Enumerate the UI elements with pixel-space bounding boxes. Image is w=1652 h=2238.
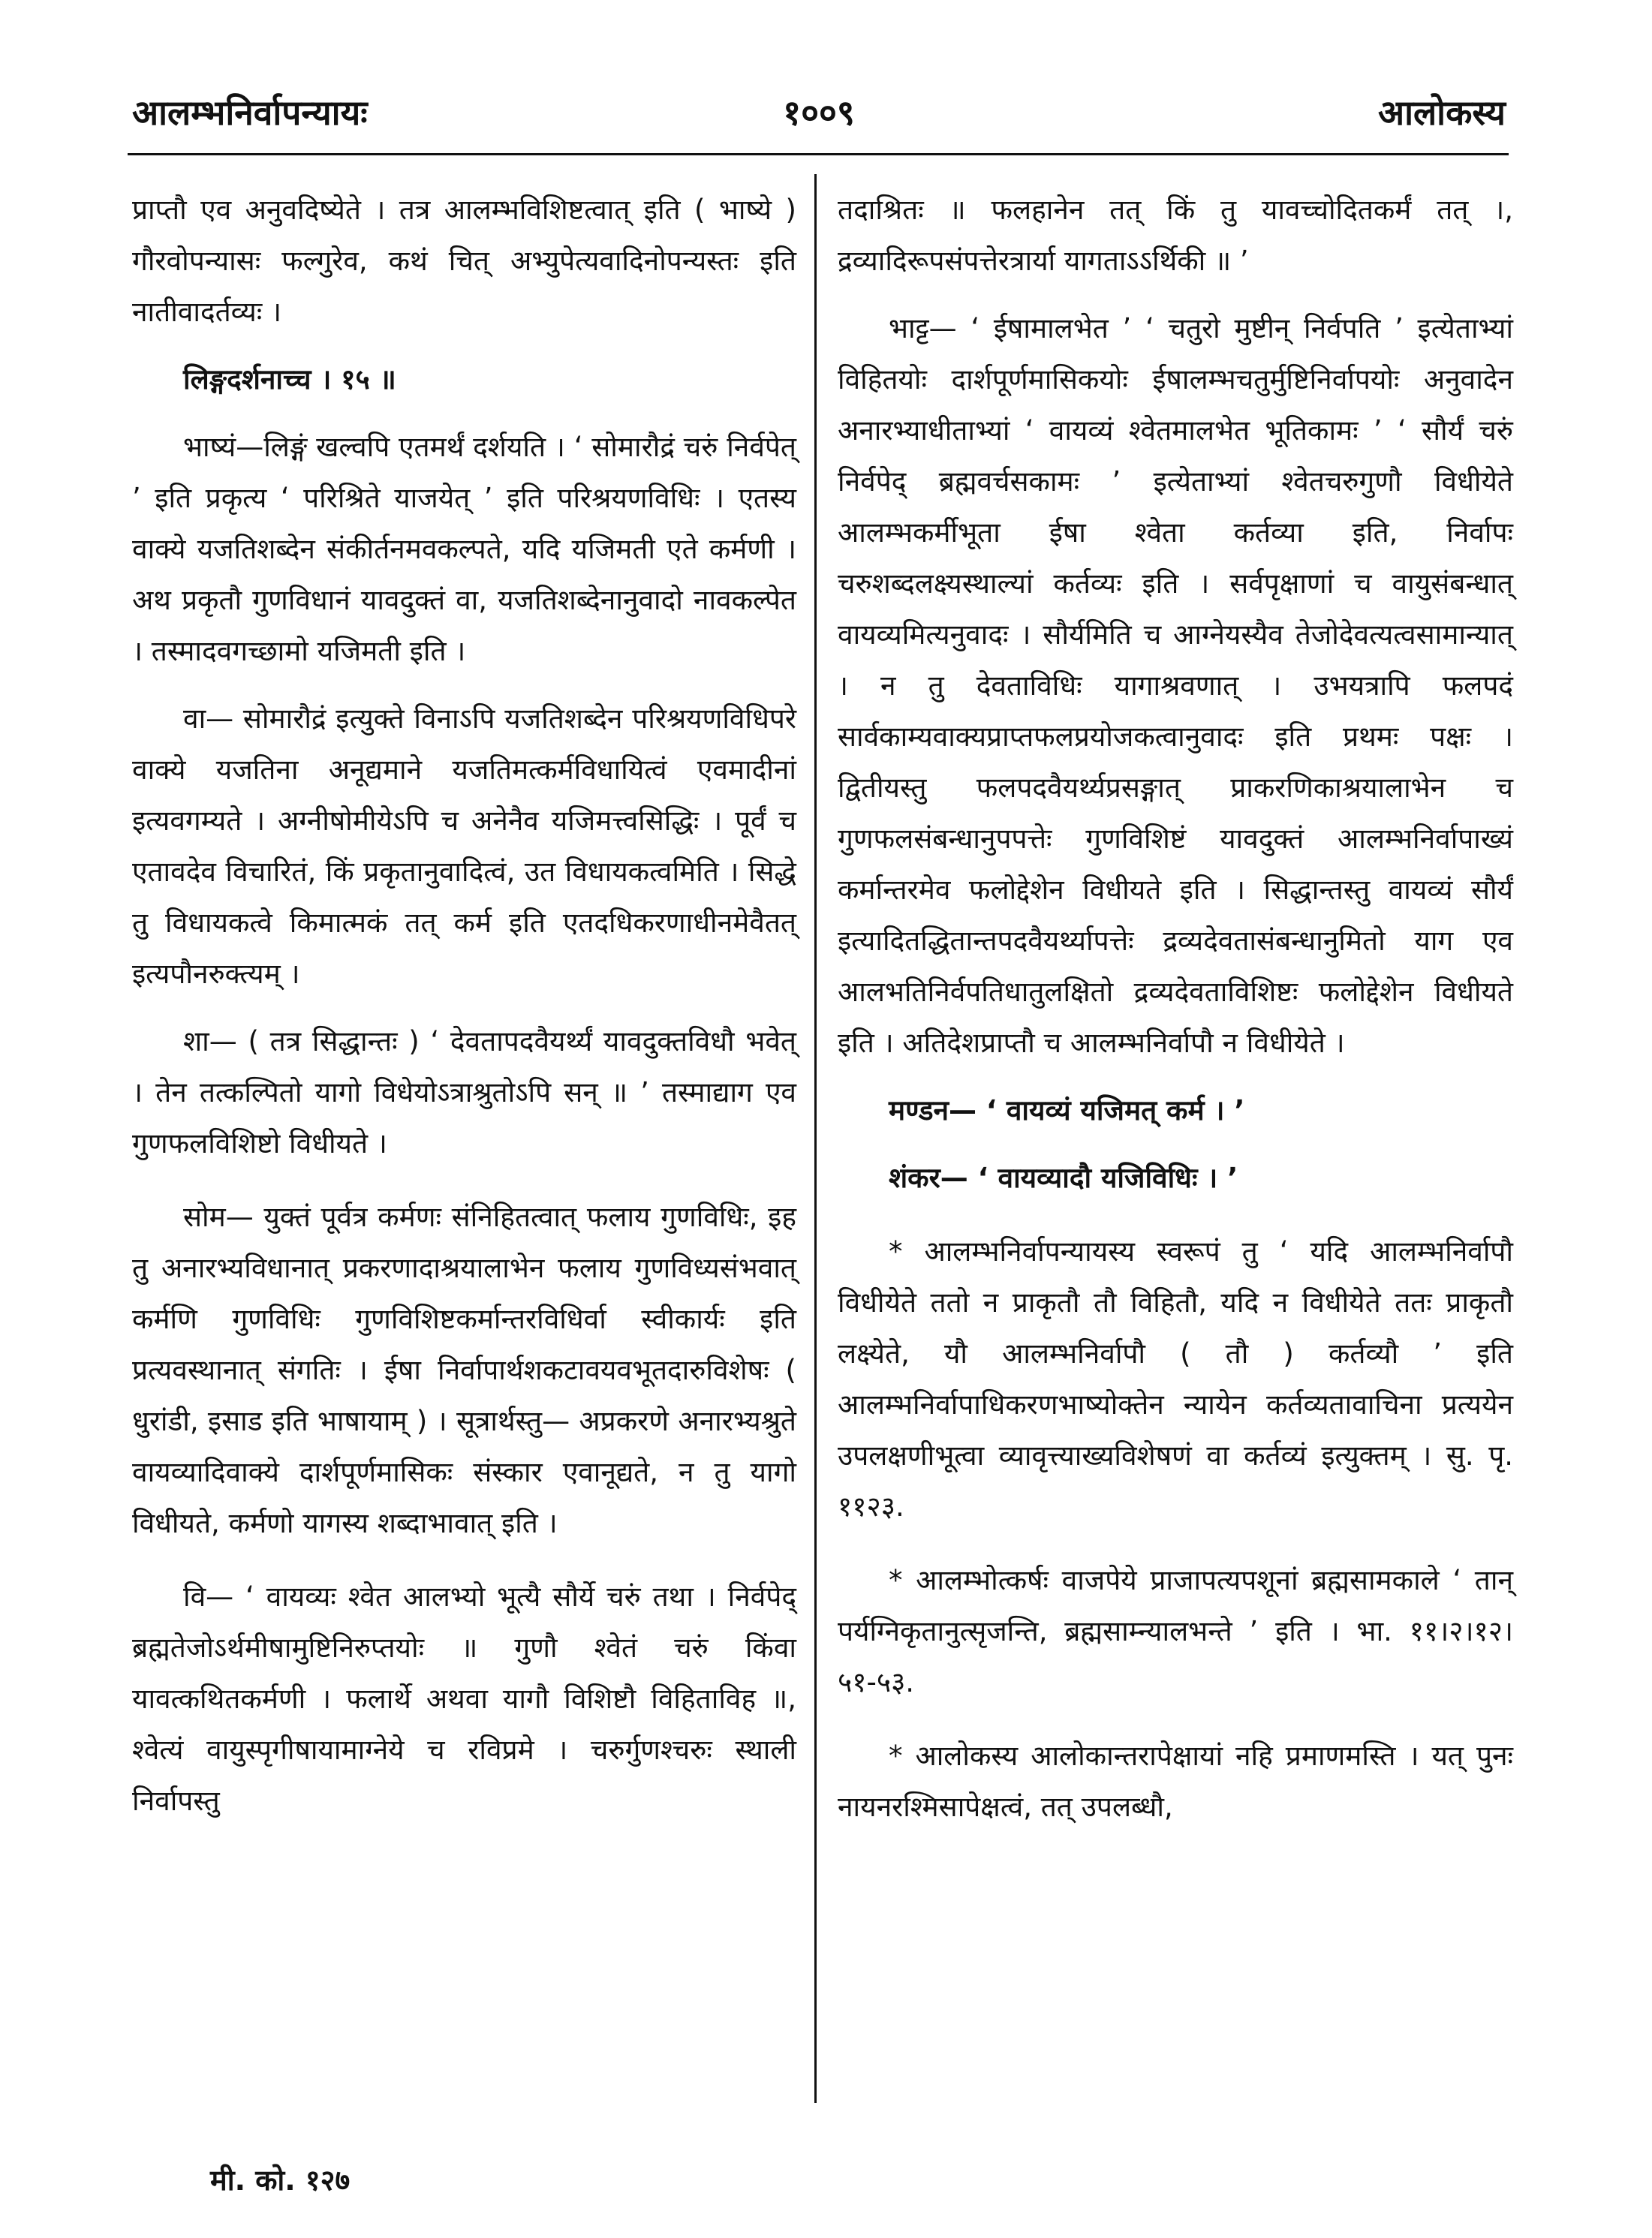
right-column [838,185,1513,1833]
footer-signature: मी. को. १२७ [210,2164,351,2197]
paragraph: भाष्यं—लिङ्गं खल्वपि एतमर्थं दर्शयति । ‘ सोमारौद्रं चरुं निर्वपेत् ’ इति प्रकृत्य ‘ परिश्रिते याजयेत् ’ इति परिश्रयणविधिः । एतस्य वाक्ये यजतिशब्देन संकीर्तनमवकल्पते, यदि यजिमती एते कर्मणी । अथ प्रकृतौ गुणविधानं यावदुक्तं वा, यजतिशब्देनानुवादो नावकल्पेत । तस्मादवगच्छामो यजिमती इति । [132,431,796,667]
paragraph: वि— ‘ वायव्यः श्वेत आलभ्यो भूत्यै सौर्ये चरुं तथा । निर्वपेद् ब्रह्मतेजोऽर्थमीषामुष्टिनिरुप्तयोः ॥ गुणौ श्वेतं चरुं किंवा यावत्कथितकर्मणी । फलार्थे अथवा यागौ विशिष्टौ विहिताविह ॥, श्वेत्यं वायुस्पृगीषायामाग्नेये च रविप्रमे । चरुर्गुणश्चरुः स्थाली निर्वापस्तु [132,1581,796,1817]
left-column [132,185,796,1827]
paragraph: * आलोकस्य आलोकान्तरापेक्षायां नहि प्रमाणमस्ति । यत् पुनः नायनरश्मिसापेक्षत्वं, तत् उपलब्धौ, [838,1740,1513,1823]
column-divider [814,174,817,2103]
paragraph: भाट्ट— ‘ ईषामालभेत ’ ‘ चतुरो मुष्टीन् निर्वपति ’ इत्येताभ्यां विहितयोः दार्शपूर्णमासिकयोः ईषालम्भचतुर्मुष्टिनिर्वापयोः अनुवादेन अनारभ्याधीताभ्यां ‘ वायव्यं श्वेतमालभेत भूतिकामः ’ ‘ सौर्यं चरुं निर्वपेद् ब्रह्मवर्चसकामः ’ इत्येताभ्यां श्वेतचरुगुणौ विधीयेते आलम्भकर्मीभूता ईषा श्वेता कर्तव्या इति, निर्वापः चरुशब्दलक्ष्यस्थाल्यां कर्तव्यः इति । सर्वपृक्षाणां च वायुसंबन्धात् वायव्यमित्यनुवादः । सौर्यमिति च आग्नेयस्यैव तेजोदेवत्यत्वसामान्यात् । न तु देवताविधिः यागाश्रवणात् । उभयत्रापि फलपदं सार्वकाम्यवाक्यप्राप्तफलप्रयोजकत्वानुवादः इति प्रथमः पक्षः । द्वितीयस्तु फलपदवैयर्थ्यप्रसङ्गात् प्राकरणिकाश्रयालाभेन च गुणफलसंबन्धानुपपत्तेः गुणविशिष्टं यावदुक्तं आलम्भनिर्वापाख्यं कर्मान्तरमेव फलोद्देशेन विधीयते इति । सिद्धान्तस्तु वायव्यं सौर्यं इत्यादितद्धितान्तपदवैयर्थ्यापत्तेः द्रव्यदेवतासंबन्धानुमितो याग एव आलभतिनिर्वपतिधातुलक्षितो द्रव्यदेवताविशिष्टः फलोद्देशेन विधीयते इति । अतिदेशप्राप्तौ च आलम्भनिर्वापौ न विधीयेते । [838,312,1513,1059]
sutra-heading: लिङ्गदर्शनाच्च । १५ ॥ [183,363,396,396]
header-right-title: आलोकस्य [1377,92,1506,133]
header-rule [128,153,1509,155]
paragraph: वा— सोमारौद्रं इत्युक्ते विनाऽपि यजतिशब्देन परिश्रयणविधिपरे वाक्ये यजतिना अनूद्यमाने यजतिमत्कर्मविधायित्वं एवमादीनां इत्यवगम्यते । अग्नीषोमीयेऽपि च अनेनैव यजिमत्त्वसिद्धिः । पूर्वं च एतावदेव विचारितं, किं प्रकृतानुवादित्वं, उत विधायकत्वमिति । सिद्धे तु विधायकत्वे किमात्मकं तत् कर्म इति एतदधिकरणाधीनमेवैतत् इत्यपौनरुक्त्यम् । [132,702,796,990]
paragraph: * आलम्भोत्कर्षः वाजपेये प्राजापत्यपशूनां ब्रह्मसामकाले ‘ तान् पर्यग्निकृतानुत्सृजन्ति, ब्रह्मसाम्न्यालभन्ते ’ इति । भा. ११।२।१२।५१-५३. [838,1564,1513,1698]
header-left-title: आलम्भनिर्वापन्यायः [132,92,368,133]
paragraph: शंकर— ‘ वायव्यादौ यजिविधिः । ’ [889,1162,1238,1194]
paragraph: शा— ( तत्र सिद्धान्तः ) ‘ देवतापदवैयर्थ्यं यावदुक्तविधौ भवेत् । तेन तत्कल्पितो यागो विधेयोऽत्राश्रुतोऽपि सन् ॥ ’ तस्माद्याग एव गुणफलविशिष्टो विधीयते । [132,1025,796,1160]
paragraph: * आलम्भनिर्वापन्यायस्य स्वरूपं तु ‘ यदि आलम्भनिर्वापौ विधीयेते ततो न प्राकृतौ तौ विहितौ, यदि न विधीयेते ततः प्राकृतौ लक्ष्येते, यौ आलम्भनिर्वापौ ( तौ ) कर्तव्यौ ’ इति आलम्भनिर्वापाधिकरणभाष्योक्तेन न्यायेन कर्तव्यतावाचिना प्रत्ययेन उपलक्षणीभूत्वा व्यावृत्त्याख्यविशेषणं वा कर्तव्यं इत्युक्तम् । सु. पृ. ११२३. [838,1235,1513,1523]
paragraph: सोम— युक्तं पूर्वत्र कर्मणः संनिहितत्वात् फलाय गुणविधिः, इह तु अनारभ्यविधानात् प्रकरणादाश्रयालाभेन फलाय गुणविध्यसंभवात् कर्मणि गुणविधिः गुणविशिष्टकर्मान्तरविधिर्वा स्वीकार्यः इति प्रत्यवस्थानात् संगतिः । ईषा निर्वापार्थशकटावयवभूतदारुविशेषः ( धुरांडी, इसाड इति भाषायाम् ) । सूत्रार्थस्तु— अप्रकरणे अनारभ्यश्रुते वायव्यादिवाक्ये दार्शपूर्णमासिकः संस्कार एवानूद्यते, न तु यागो विधीयते, कर्मणो यागस्य शब्दाभावात् इति । [132,1201,796,1539]
paragraph: तदाश्रितः ॥ फलहानेन तत् किं तु यावच्चोदितकर्मं तत् ।, द्रव्यादिरूपसंपत्तेरत्रार्या यागताऽऽर्थिकी ॥ ’ [838,194,1513,277]
page-number: १००९ [783,92,855,133]
paragraph: मण्डन— ‘ वायव्यं यजिमत् कर्म । ’ [889,1094,1245,1127]
running-header [132,89,1506,141]
paragraph: प्राप्तौ एव अनुवदिष्येते । तत्र आलम्भविशिष्टत्वात् इति ( भाष्ये ) गौरवोपन्यासः फल्गुरेव, कथं चित् अभ्युपेत्यवादिनोपन्यस्तः इति नातीवादर्तव्यः । [132,194,796,328]
